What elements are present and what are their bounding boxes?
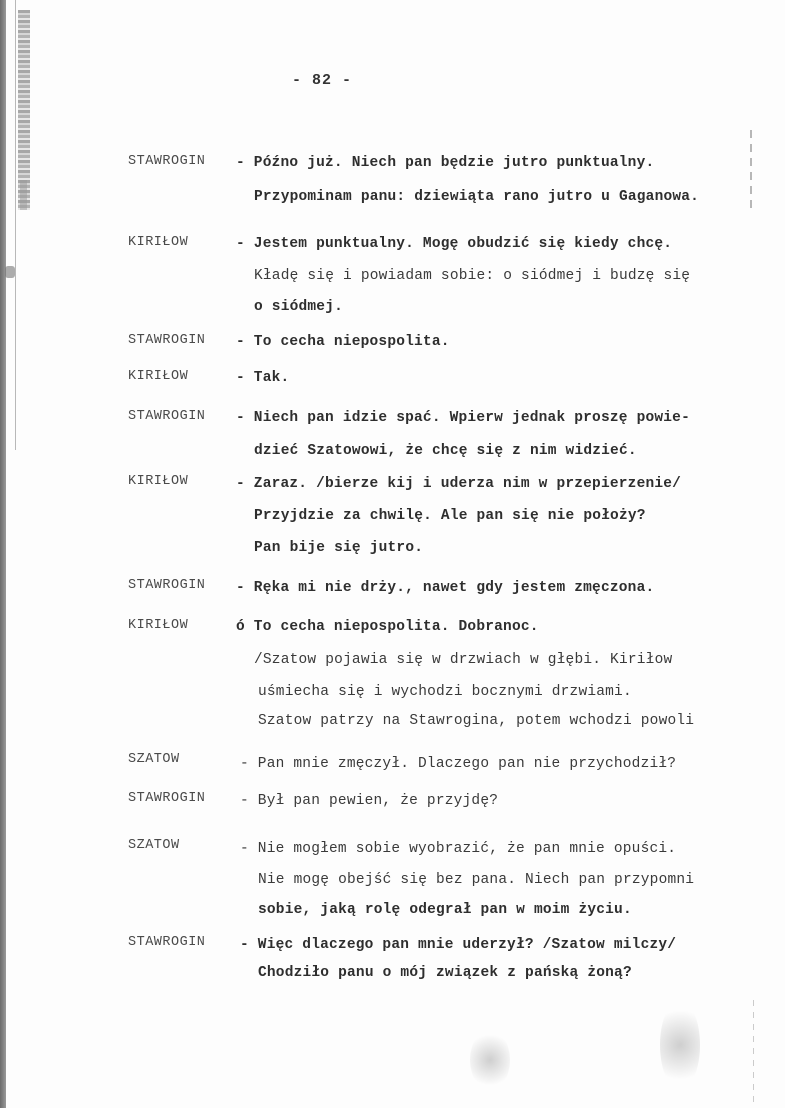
dialogue-line: Chodziło panu o mój związek z pańską żoną?: [258, 965, 632, 981]
scan-speckle: [660, 1000, 700, 1090]
page-number: - 82 -: [292, 72, 353, 89]
dialogue-line: - Był pan pewien, że przyjdę?: [240, 793, 499, 809]
dialogue-line: - Nie mogłem sobie wyobrazić, że pan mnie opuści.: [240, 841, 677, 857]
dialogue-line: - Niech pan idzie spać. Wpierw jednak proszę powie-: [236, 410, 690, 426]
speaker-name: STAWROGIN: [128, 333, 206, 348]
speaker-name: STAWROGIN: [128, 409, 206, 424]
speaker-name: STAWROGIN: [128, 578, 206, 593]
speaker-name: KIRIŁOW: [128, 618, 189, 633]
dialogue-line: - Jestem punktualny. Mogę obudzić się kiedy chcę.: [236, 236, 673, 252]
scan-right-mark: [750, 130, 752, 210]
dialogue-line: - Pan mnie zmęczył. Dlaczego pan nie przychodził?: [240, 756, 677, 772]
speaker-name: SZATOW: [128, 838, 180, 853]
speaker-name: KIRIŁOW: [128, 474, 189, 489]
scan-right-mark: [753, 1000, 754, 1108]
scan-edge-smudge: [20, 180, 27, 210]
dialogue-line: - To cecha niepospolita.: [236, 334, 450, 350]
dialogue-line: ó To cecha niepospolita. Dobranoc.: [236, 619, 539, 635]
dialogue-line: Pan bije się jutro.: [254, 540, 424, 556]
dialogue-line: Przypominam panu: dziewiąta rano jutro u Gaganowa.: [254, 189, 700, 205]
stage-direction: Szatow patrzy na Stawrogina, potem wchodzi powoli: [258, 713, 695, 729]
speaker-name: SZATOW: [128, 752, 180, 767]
scan-edge-blot: [5, 266, 15, 278]
dialogue-line: - Ręka mi nie drży., nawet gdy jestem zmęczona.: [236, 580, 655, 596]
dialogue-line: - Tak.: [236, 370, 290, 386]
speaker-name: KIRIŁOW: [128, 369, 189, 384]
stage-direction: uśmiecha się i wychodzi bocznymi drzwiami.: [258, 684, 632, 700]
dialogue-line: - Więc dlaczego pan mnie uderzył? /Szatow milczy/: [240, 937, 677, 953]
dialogue-line: Przyjdzie za chwilę. Ale pan się nie położy?: [254, 508, 646, 524]
dialogue-line: sobie, jaką rolę odegrał pan w moim życiu.: [258, 902, 632, 918]
scan-speckle: [470, 1030, 510, 1090]
speaker-name: STAWROGIN: [128, 154, 206, 169]
dialogue-line: o siódmej.: [254, 299, 344, 315]
scan-edge-shadow: [0, 0, 6, 1108]
speaker-name: KIRIŁOW: [128, 235, 189, 250]
dialogue-line: Nie mogę obejść się bez pana. Niech pan przypomni: [258, 872, 695, 888]
speaker-name: STAWROGIN: [128, 791, 206, 806]
speaker-name: STAWROGIN: [128, 935, 206, 950]
scan-edge-line: [15, 0, 16, 450]
stage-direction: /Szatow pojawia się w drzwiach w głębi. Kiriłow: [254, 652, 673, 668]
dialogue-line: - Zaraz. /bierze kij i uderza nim w przepierzenie/: [236, 476, 682, 492]
dialogue-line: - Późno już. Niech pan będzie jutro punktualny.: [236, 155, 655, 171]
dialogue-line: dzieć Szatowowi, że chcę się z nim widzieć.: [254, 443, 637, 459]
dialogue-line: Kładę się i powiadam sobie: o siódmej i budzę się: [254, 268, 691, 284]
